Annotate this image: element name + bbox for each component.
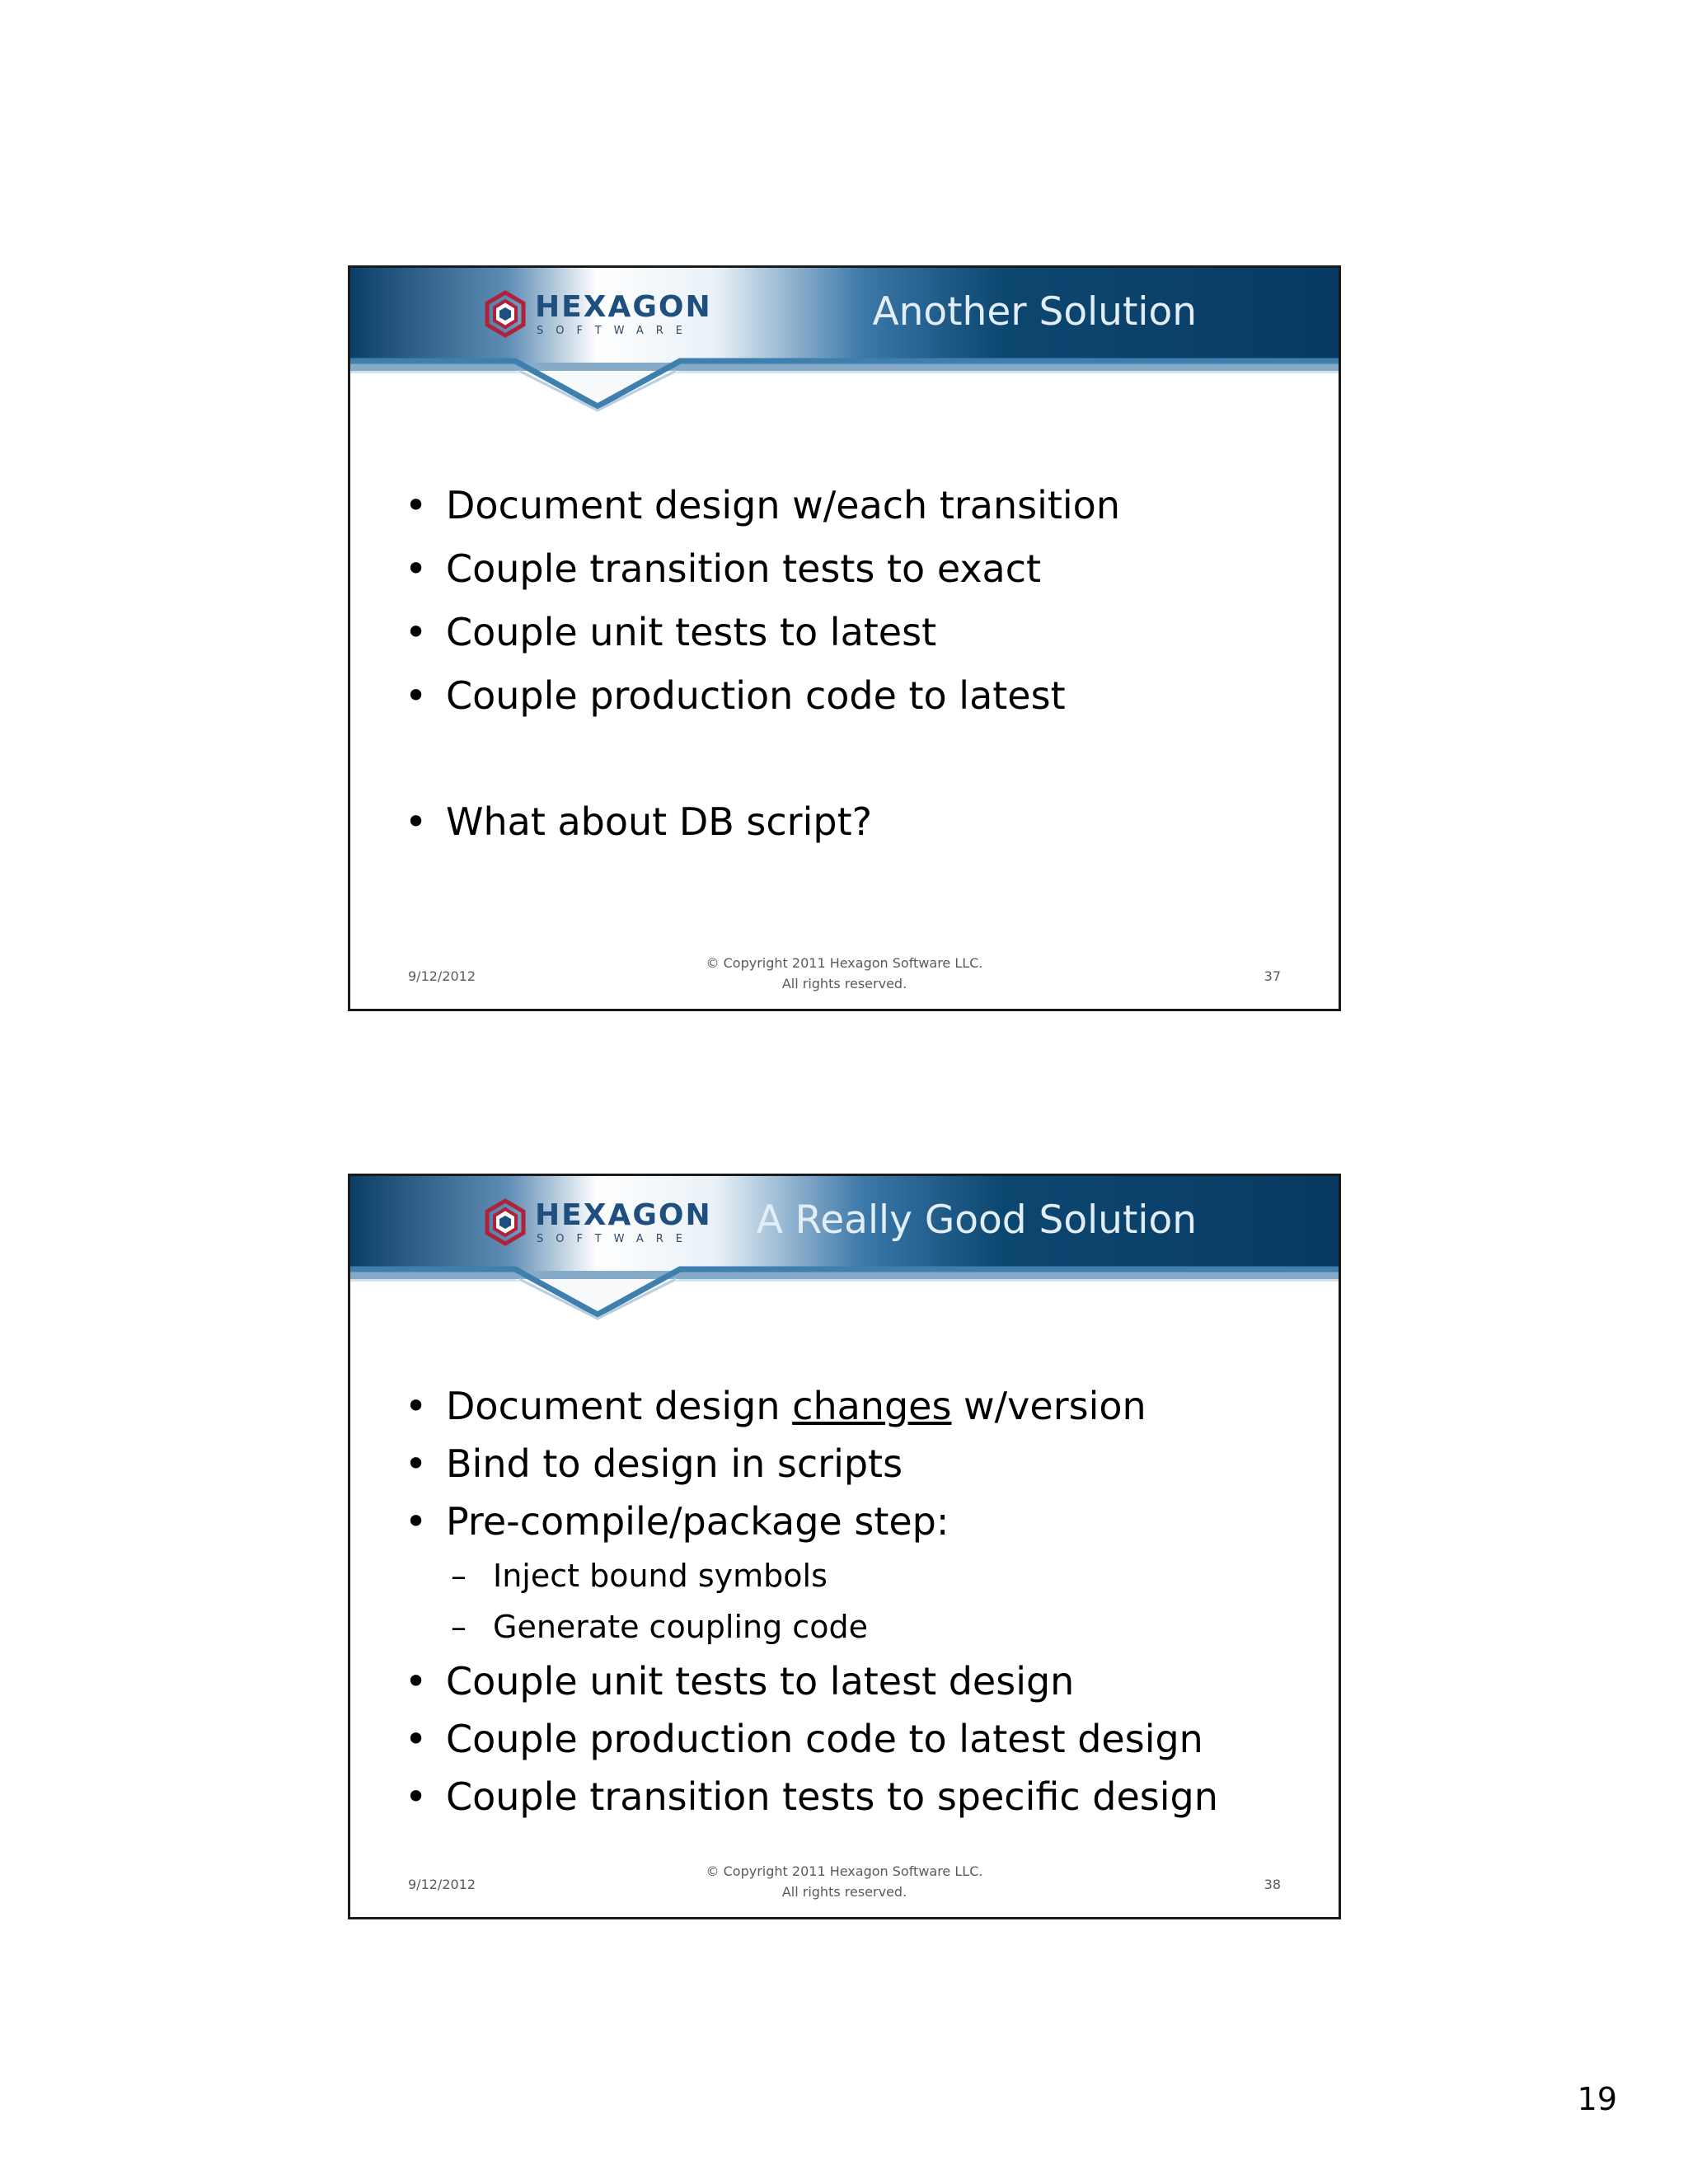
sub-bullet-item: – Generate coupling code <box>405 1601 1311 1652</box>
bullet-item: • Couple transition tests to exact <box>405 537 1311 601</box>
bullet-item: • Document design changes w/version <box>405 1377 1311 1435</box>
slide-37 <box>348 265 1341 1011</box>
bullet-item: • Couple unit tests to latest design <box>405 1652 1311 1710</box>
bullet-marker: • <box>405 1499 428 1544</box>
hexagon-software-logo <box>481 1197 711 1252</box>
bullet-marker: • <box>405 673 428 718</box>
copyright-line: © Copyright 2011 Hexagon Software LLC. <box>706 955 983 971</box>
footer-date: 9/12/2012 <box>408 968 476 984</box>
bullet-item: • Couple unit tests to latest <box>405 601 1311 664</box>
slide-number: 37 <box>1264 968 1281 984</box>
bullet-item: • Pre-compile/package step: <box>405 1493 1311 1550</box>
page-number: 19 <box>1577 2081 1617 2117</box>
bullet-marker: • <box>405 610 428 654</box>
slide-number: 38 <box>1264 1877 1281 1892</box>
hexagon-logo-icon <box>481 1197 530 1252</box>
slide-38 <box>348 1174 1341 1919</box>
bullet-marker: • <box>405 1384 428 1428</box>
footer-copyright <box>350 1861 1339 1902</box>
sub-bullet-item: – Inject bound symbols <box>405 1550 1311 1601</box>
bullet-list <box>405 474 1311 854</box>
dash-marker: – <box>451 1609 467 1645</box>
rights-line: All rights reserved. <box>781 1884 907 1900</box>
bullet-marker: • <box>405 1659 428 1704</box>
bullet-marker: • <box>405 1774 428 1819</box>
bullet-marker: • <box>405 483 428 527</box>
underlined-word: changes <box>792 1384 952 1428</box>
bullet-marker: • <box>405 1441 428 1486</box>
bullet-item: • Couple production code to latest design <box>405 1710 1311 1768</box>
bullet-item: • Couple transition tests to specific design <box>405 1768 1311 1825</box>
dash-marker: – <box>451 1558 467 1594</box>
bullet-item: • What about DB script? <box>405 790 1311 854</box>
hexagon-software-logo <box>481 289 711 344</box>
footer-copyright <box>350 953 1339 994</box>
hexagon-logo-icon <box>481 289 530 344</box>
rights-line: All rights reserved. <box>781 976 907 991</box>
bullet-marker: • <box>405 1717 428 1761</box>
logo-wordmark: HEXAGON <box>535 290 712 324</box>
slide-title: A Really Good Solution <box>756 1197 1197 1243</box>
footer-date: 9/12/2012 <box>408 1877 476 1892</box>
bullet-marker: • <box>405 799 428 844</box>
bullet-item: • Document design w/each transition <box>405 474 1311 537</box>
logo-wordmark: HEXAGON <box>535 1198 712 1232</box>
logo-subtitle: SOFTWARE <box>537 325 695 337</box>
bullet-marker: • <box>405 546 428 591</box>
bullet-item: • Bind to design in scripts <box>405 1435 1311 1493</box>
bullet-item: • Couple production code to latest <box>405 664 1311 728</box>
bullet-list <box>405 1377 1311 1825</box>
logo-subtitle: SOFTWARE <box>537 1233 695 1245</box>
copyright-line: © Copyright 2011 Hexagon Software LLC. <box>706 1863 983 1879</box>
slide-title: Another Solution <box>872 289 1197 335</box>
